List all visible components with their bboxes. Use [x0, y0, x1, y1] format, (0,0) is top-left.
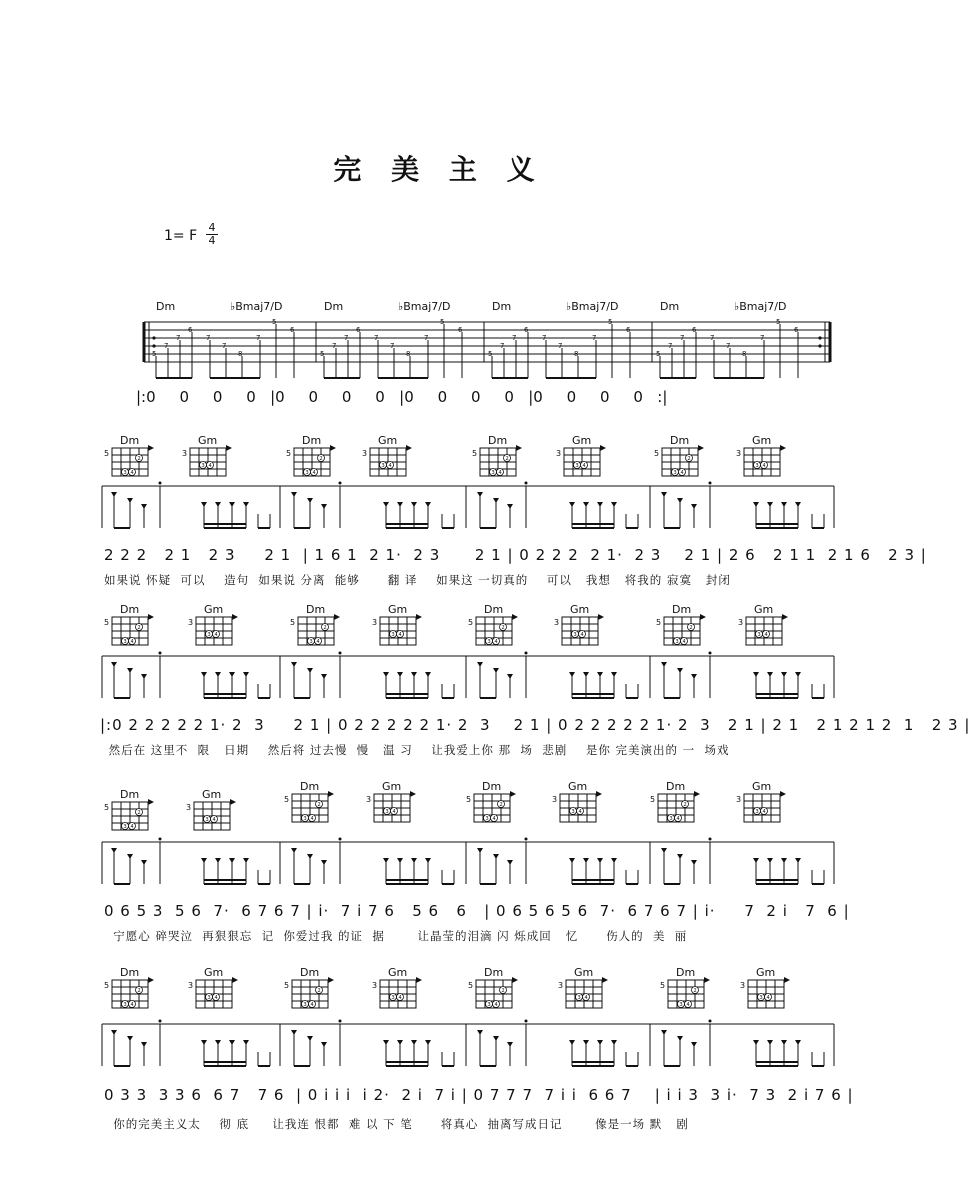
- svg-text:8: 8: [574, 350, 579, 358]
- chord-fret: 3: [558, 981, 564, 990]
- chord-grid: [478, 444, 522, 484]
- chord-fret: 5: [656, 618, 662, 627]
- svg-text:6: 6: [458, 326, 463, 334]
- svg-text:7: 7: [512, 334, 517, 342]
- chord-fret: 5: [472, 449, 478, 458]
- chord-fret: 5: [104, 803, 110, 812]
- chord-name: Dm: [302, 434, 322, 447]
- chord-name: Gm: [378, 434, 398, 447]
- svg-text:8: 8: [742, 350, 747, 358]
- intro-chord: Dm: [660, 300, 680, 313]
- chord-name: Dm: [484, 603, 504, 616]
- chord-fret: 5: [104, 981, 110, 990]
- chord-grid: [110, 444, 154, 484]
- chord-diagram-dm: [104, 966, 164, 1030]
- chord-fret: 5: [284, 981, 290, 990]
- chord-grid: [192, 798, 236, 838]
- chord-fret: 5: [284, 795, 290, 804]
- chord-grid: [742, 444, 786, 484]
- chord-name: Gm: [752, 434, 772, 447]
- chord-name: Gm: [388, 603, 408, 616]
- svg-text:7: 7: [592, 334, 597, 342]
- chord-grid: [662, 613, 706, 653]
- chord-grid: [194, 613, 238, 653]
- svg-text:5: 5: [152, 350, 157, 358]
- chord-fret: 3: [182, 449, 188, 458]
- chord-fret: 3: [738, 618, 744, 627]
- svg-text:7: 7: [164, 342, 169, 350]
- chord-name: Dm: [120, 434, 140, 447]
- chord-fret: 3: [188, 981, 194, 990]
- svg-text:6: 6: [626, 326, 631, 334]
- chord-fret: 3: [372, 981, 378, 990]
- chord-name: Dm: [120, 603, 140, 616]
- svg-text:7: 7: [542, 334, 547, 342]
- chord-diagram-gm: [558, 966, 618, 1030]
- svg-text:7: 7: [710, 334, 715, 342]
- rhythm-staff: [100, 840, 838, 900]
- chord-diagram-gm: [740, 966, 800, 1030]
- chord-name: Dm: [482, 780, 502, 793]
- chord-grid: [666, 976, 710, 1016]
- svg-text:6: 6: [290, 326, 295, 334]
- chord-fret: 3: [556, 449, 562, 458]
- lyrics: 你的完美主义太 彻 底 让我连 恨都 难 以 下 笔 将真心 抽离写成日记 像是一场 默 剧: [104, 1117, 689, 1131]
- chord-name: Dm: [120, 788, 140, 801]
- time-signature: [206, 222, 218, 247]
- chord-grid: [564, 976, 608, 1016]
- chord-grid: [110, 613, 154, 653]
- svg-text:7: 7: [206, 334, 211, 342]
- svg-text:7: 7: [332, 342, 337, 350]
- time-signature-top: 4: [208, 221, 216, 234]
- chord-name: Dm: [666, 780, 686, 793]
- chord-name: Gm: [204, 603, 224, 616]
- chord-grid: [558, 790, 602, 830]
- chord-grid: [378, 613, 422, 653]
- svg-text:7: 7: [726, 342, 731, 350]
- chord-diagram-gm: [736, 780, 796, 844]
- chord-name: Gm: [202, 788, 222, 801]
- chord-name: Gm: [752, 780, 772, 793]
- chord-diagram-dm: [466, 780, 526, 844]
- chord-fret: 3: [740, 981, 746, 990]
- chord-name: Dm: [306, 603, 326, 616]
- chord-diagram-dm: [468, 966, 528, 1030]
- svg-text:7: 7: [222, 342, 227, 350]
- svg-text:7: 7: [176, 334, 181, 342]
- chord-name: Gm: [572, 434, 592, 447]
- svg-text:7: 7: [344, 334, 349, 342]
- chord-name: Dm: [484, 966, 504, 979]
- chord-grid: [378, 976, 422, 1016]
- chord-grid: [472, 790, 516, 830]
- lyrics: 宁愿心 碎哭泣 再狠狠忘 记 你爱过我 的证 据 让晶莹的泪滴 闪 烁成回 忆 伤人的 美 丽: [104, 929, 688, 943]
- chord-fret: 3: [554, 618, 560, 627]
- chord-grid: [290, 790, 334, 830]
- chord-fret: 3: [366, 795, 372, 804]
- chord-grid: [110, 798, 154, 838]
- chord-fret: 5: [466, 795, 472, 804]
- svg-text:5: 5: [272, 318, 277, 326]
- chord-fret: 5: [468, 618, 474, 627]
- chord-grid: [194, 976, 238, 1016]
- intro-chord: ♭Bmaj7/D: [734, 300, 787, 313]
- chord-name: Dm: [300, 780, 320, 793]
- chord-grid: [660, 444, 704, 484]
- chord-name: Gm: [388, 966, 408, 979]
- chord-name: Dm: [676, 966, 696, 979]
- chord-fret: 3: [372, 618, 378, 627]
- svg-text:7: 7: [390, 342, 395, 350]
- chord-diagram-gm: [552, 780, 612, 844]
- intro-numbered-notation: |:0 0 0 0 |0 0 0 0 |0 0 0 0 |0 0 0 0 :|: [136, 388, 668, 406]
- svg-text:8: 8: [238, 350, 243, 358]
- chord-name: Gm: [204, 966, 224, 979]
- chord-name: Gm: [382, 780, 402, 793]
- chord-name: Gm: [574, 966, 594, 979]
- chord-grid: [296, 613, 340, 653]
- chord-fret: 3: [736, 795, 742, 804]
- chord-name: Dm: [300, 966, 320, 979]
- chord-name: Gm: [570, 603, 590, 616]
- chord-fret: 3: [186, 803, 192, 812]
- chord-fret: 5: [290, 618, 296, 627]
- svg-text:5: 5: [488, 350, 493, 358]
- chord-grid: [474, 976, 518, 1016]
- chord-fret: 5: [104, 449, 110, 458]
- chord-fret: 3: [736, 449, 742, 458]
- svg-text:7: 7: [374, 334, 379, 342]
- chord-grid: [188, 444, 232, 484]
- svg-text:7: 7: [680, 334, 685, 342]
- chord-grid: [742, 790, 786, 830]
- svg-text:5: 5: [440, 318, 445, 326]
- intro-tab-staff: [140, 316, 834, 382]
- chord-name: Gm: [754, 603, 774, 616]
- chord-grid: [474, 613, 518, 653]
- chord-diagram-dm: [284, 966, 344, 1030]
- svg-text:6: 6: [524, 326, 529, 334]
- chord-grid: [744, 613, 788, 653]
- intro-chord: Dm: [156, 300, 176, 313]
- svg-text:5: 5: [656, 350, 661, 358]
- intro-chord: ♭Bmaj7/D: [398, 300, 451, 313]
- chord-name: Gm: [568, 780, 588, 793]
- lyrics: 如果说 怀疑 可以 造句 如果说 分离 能够 翻 译 如果这 一切真的 可以 我想 将我的 寂寞 封闭: [104, 573, 731, 587]
- chord-fret: 5: [660, 981, 666, 990]
- chord-fret: 5: [650, 795, 656, 804]
- svg-text:6: 6: [356, 326, 361, 334]
- svg-text:7: 7: [558, 342, 563, 350]
- time-signature-bottom: 4: [208, 234, 216, 247]
- chord-fret: 3: [552, 795, 558, 804]
- svg-text:5: 5: [608, 318, 613, 326]
- svg-text:7: 7: [668, 342, 673, 350]
- chord-diagram-gm: [372, 966, 432, 1030]
- chord-grid: [560, 613, 604, 653]
- numbered-notation: 0 6 5 3 5 6 7· 6 7 6 7 | i· 7 i 7 6 5 6 6 | 0 6 5 6 5 6 7· 6 7 6 7 | i· 7 2 i 7 6 |: [104, 902, 850, 920]
- numbered-notation: 2 2 2 2 1 2 3 2 1 | 1 6 1 2 1· 2 3 2 1 | 0 2 2 2 2 1· 2 3 2 1 | 2 6 2 1 1 2 1 6 2 3 |: [104, 546, 927, 564]
- chord-grid: [562, 444, 606, 484]
- chord-grid: [292, 444, 336, 484]
- chord-grid: [372, 790, 416, 830]
- chord-fret: 5: [468, 981, 474, 990]
- rhythm-staff: [100, 654, 838, 714]
- svg-text:8: 8: [406, 350, 411, 358]
- chord-fret: 5: [104, 618, 110, 627]
- intro-chord: ♭Bmaj7/D: [566, 300, 619, 313]
- svg-text:7: 7: [256, 334, 261, 342]
- chord-grid: [746, 976, 790, 1016]
- svg-text:6: 6: [794, 326, 799, 334]
- chord-grid: [368, 444, 412, 484]
- song-title: 完 美 主 义: [333, 153, 545, 186]
- svg-text:7: 7: [500, 342, 505, 350]
- intro-chord: ♭Bmaj7/D: [230, 300, 283, 313]
- lyrics: 然后在 这里不 限 日期 然后将 过去慢 慢 温 习 让我爱上你 那 场 悲剧 是你 完美演出的 一 场戏: [104, 743, 730, 757]
- chord-diagram-gm: [366, 780, 426, 844]
- chord-name: Dm: [672, 603, 692, 616]
- chord-name: Dm: [488, 434, 508, 447]
- chord-name: Dm: [120, 966, 140, 979]
- svg-text:7: 7: [424, 334, 429, 342]
- svg-text:6: 6: [188, 326, 193, 334]
- chord-grid: [656, 790, 700, 830]
- chord-name: Gm: [198, 434, 218, 447]
- svg-text:7: 7: [760, 334, 765, 342]
- chord-diagram-dm: [650, 780, 710, 844]
- chord-name: Gm: [756, 966, 776, 979]
- numbered-notation: 0 3 3 3 3 6 6 7 7 6 | 0 i i i i 2· 2 i 7 i | 0 7 7 7 7 i i 6 6 7 | i i 3 3 i· 7 3 2 i 7 6 |: [104, 1086, 854, 1104]
- svg-text:5: 5: [776, 318, 781, 326]
- svg-text:6: 6: [692, 326, 697, 334]
- intro-chord: Dm: [324, 300, 344, 313]
- rhythm-staff: [100, 484, 838, 544]
- numbered-notation: |:0 2 2 2 2 2 1· 2 3 2 1 | 0 2 2 2 2 2 1· 2 3 2 1 | 0 2 2 2 2 2 1· 2 3 2 1 | 2 1 2 1 2 1 2 1 2 3 |: [100, 716, 970, 734]
- chord-fret: 5: [286, 449, 292, 458]
- intro-chord: Dm: [492, 300, 512, 313]
- chord-diagram-dm: [284, 780, 344, 844]
- chord-diagram-gm: [188, 966, 248, 1030]
- chord-name: Dm: [670, 434, 690, 447]
- chord-grid: [110, 976, 154, 1016]
- chord-fret: 3: [362, 449, 368, 458]
- key-signature: 1= F: [164, 228, 198, 244]
- rhythm-staff: [100, 1022, 838, 1082]
- chord-fret: 5: [654, 449, 660, 458]
- chord-fret: 3: [188, 618, 194, 627]
- svg-text:5: 5: [320, 350, 325, 358]
- chord-grid: [290, 976, 334, 1016]
